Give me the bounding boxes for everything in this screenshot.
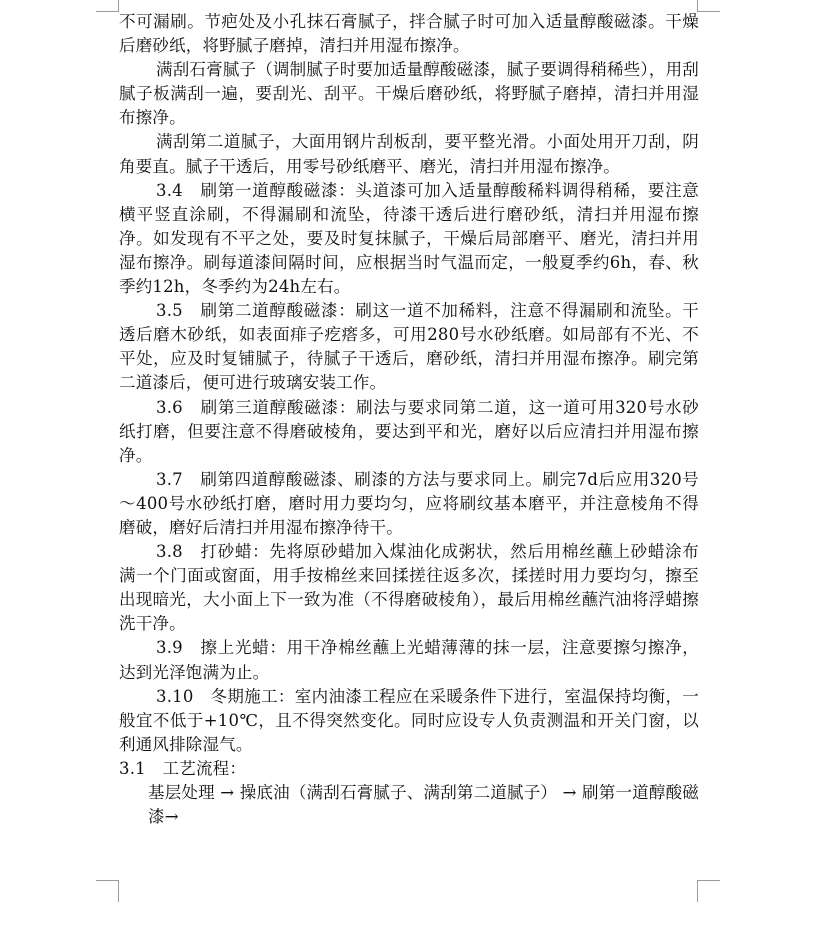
crop-mark-bottom-left-horizontal	[96, 880, 118, 881]
paragraph-3-6-third-coat: 3.6 刷第三道醇酸磁漆：刷法与要求同第二道，这一道可用320号水砂纸打磨，但要注意不得磨破棱角，要达到平和光，磨好以后应清扫并用湿布擦净。	[119, 397, 699, 465]
process-flow-steps: 基层处理 → 操底油（满刮石膏腻子、满刮第二道腻子） → 刷第一道醇酸磁漆→	[148, 783, 699, 827]
document-body	[119, 10, 699, 829]
paragraph-3-5-second-coat: 3.5 刷第二道醇酸磁漆：刷这一道不加稀料，注意不得漏刷和流坠。干透后磨木砂纸，如表面痱子疙瘩多，可用280号水砂纸磨。如局部有不光、不平处，应及时复铺腻子，待腻子干透后，磨砂纸，清扫并用湿布擦净。刷完第二道漆后，便可进行玻璃安装工作。	[119, 301, 699, 393]
paragraph-gypsum-putty: 满刮石膏腻子（调制腻子时要加适量醇酸磁漆，腻子要调得稍稀些），用刮腻子板满刮一遍，要刮光、刮平。干燥后磨砂纸，将野腻子磨掉，清扫并用湿布擦净。	[119, 60, 699, 128]
crop-mark-bottom-right-horizontal	[698, 880, 720, 881]
crop-mark-bottom-left-vertical	[118, 880, 119, 902]
paragraph-putty-knots: 不可漏刷。节疤处及小孔抹石膏腻子，拌合腻子时可加入适量醇酸磁漆。干燥后磨砂纸，将野腻子磨掉，清扫并用湿布擦净。	[119, 12, 699, 56]
crop-mark-top-left-horizontal	[96, 11, 118, 12]
paragraph-3-4-first-coat: 3.4 刷第一道醇酸磁漆：头道漆可加入适量醇酸稀料调得稍稀，要注意横平竖直涂刷，不得漏刷和流坠，待漆干透后进行磨砂纸，清扫并用湿布擦净。如发现有不平之处，要及时复抹腻子，干燥后局部磨平、磨光，清扫并用湿布擦净。刷每道漆间隔时间，应根据当时气温而定，一般夏季约6h，春、秋季约12h，冬季约为24h左右。	[119, 180, 699, 297]
paragraph-3-8-sand-wax: 3.8 打砂蜡：先将原砂蜡加入煤油化成粥状，然后用棉丝蘸上砂蜡涂布满一个门面或窗面，用手按棉丝来回揉搓往返多次，揉搓时用力要均匀，擦至出现暗光，大小面上下一致为准（不得磨破棱角），最后用棉丝蘸汽油将浮蜡擦洗干净。	[119, 542, 699, 634]
paragraph-3-10-winter: 3.10 冬期施工：室内油漆工程应在采暖条件下进行，室温保持均衡，一般宜不低于+10℃，且不得突然变化。同时应设专人负责测温和开关门窗，以利通风排除湿气。	[119, 686, 699, 754]
crop-mark-bottom-right-vertical	[697, 880, 698, 902]
paragraph-3-9-polish-wax: 3.9 擦上光蜡：用干净棉丝蘸上光蜡薄薄的抹一层，注意要擦匀擦净，达到光泽饱满为止。	[119, 638, 699, 682]
paragraph-3-7-fourth-coat: 3.7 刷第四道醇酸磁漆、刷漆的方法与要求同上。刷完7d后应用320号～400号水砂纸打磨，磨时用力要均匀，应将刷纹基本磨平，并注意棱角不得磨破，磨好后清扫并用湿布擦净待干。	[119, 469, 699, 537]
crop-mark-top-right-horizontal	[698, 11, 720, 12]
section-heading-process-flow: 3.1 工艺流程：	[119, 758, 247, 778]
paragraph-second-putty: 满刮第二道腻子，大面用钢片刮板刮，要平整光滑。小面处用开刀刮，阴角要直。腻子干透后，用零号砂纸磨平、磨光，清扫并用湿布擦净。	[119, 132, 699, 176]
